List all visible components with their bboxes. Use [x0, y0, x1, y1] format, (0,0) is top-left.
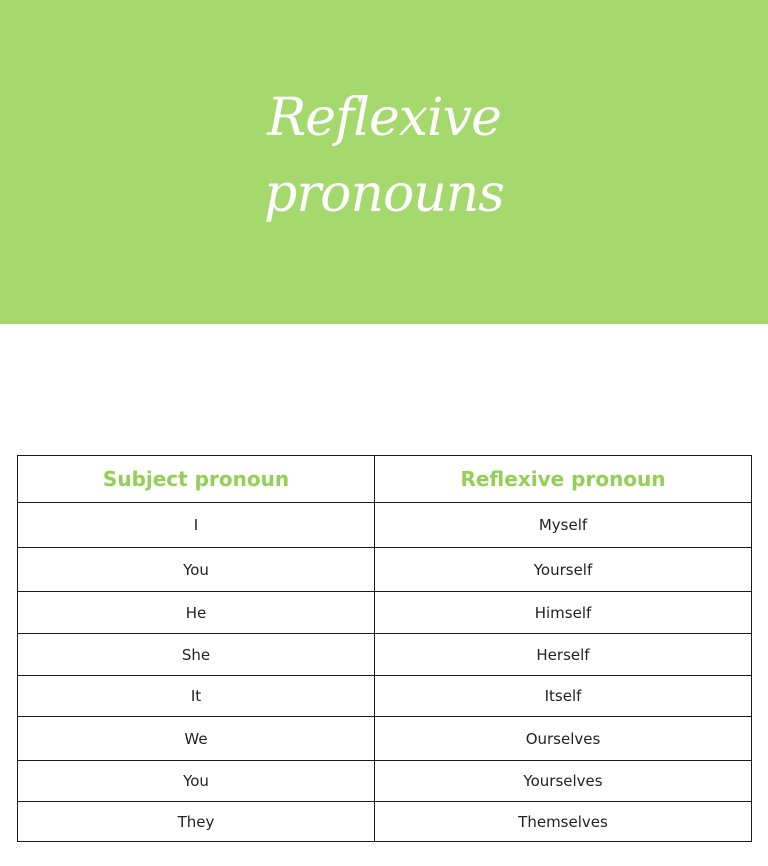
title-banner	[0, 0, 768, 324]
reflexive-pronoun-cell: Yourself	[375, 548, 752, 592]
table-row	[18, 634, 752, 676]
reflexive-pronoun-cell: Yourselves	[375, 761, 752, 802]
column-header-subject: Subject pronoun	[18, 456, 375, 503]
reflexive-pronoun-cell: Herself	[375, 634, 752, 676]
reflexive-pronoun-cell: Myself	[375, 503, 752, 548]
subject-pronoun-cell: We	[18, 717, 375, 761]
subject-pronoun-cell: You	[18, 761, 375, 802]
table-row	[18, 592, 752, 634]
reflexive-pronoun-cell: Ourselves	[375, 717, 752, 761]
table-row	[18, 717, 752, 761]
reflexive-pronoun-cell: Themselves	[375, 802, 752, 842]
subject-pronoun-cell: They	[18, 802, 375, 842]
table-row	[18, 503, 752, 548]
reflexive-pronoun-cell: Himself	[375, 592, 752, 634]
page-title-line-2: pronouns	[264, 164, 504, 224]
table-row	[18, 802, 752, 842]
subject-pronoun-cell: He	[18, 592, 375, 634]
page-title-line-1: Reflexive	[267, 88, 501, 148]
pronoun-table	[17, 455, 752, 842]
column-header-reflexive: Reflexive pronoun	[375, 456, 752, 503]
table-header-row	[18, 456, 752, 503]
subject-pronoun-cell: You	[18, 548, 375, 592]
subject-pronoun-cell: It	[18, 676, 375, 717]
reflexive-pronoun-cell: Itself	[375, 676, 752, 717]
subject-pronoun-cell: She	[18, 634, 375, 676]
pronoun-table-container	[17, 455, 751, 842]
table-row	[18, 761, 752, 802]
subject-pronoun-cell: I	[18, 503, 375, 548]
table-row	[18, 676, 752, 717]
table-row	[18, 548, 752, 592]
